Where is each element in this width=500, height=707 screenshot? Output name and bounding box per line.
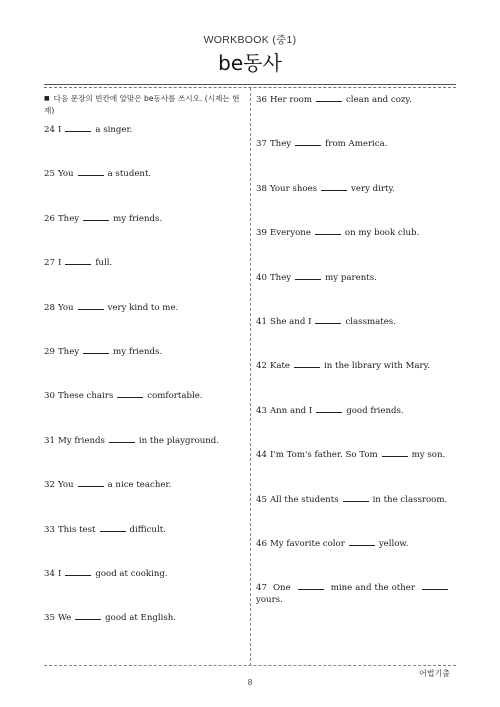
question-text-before: They — [57, 213, 80, 224]
answer-blank[interactable] — [109, 434, 135, 443]
question-text-before: I — [57, 568, 62, 579]
question-item — [256, 93, 452, 137]
question-text-before: Everyone — [269, 228, 311, 239]
answer-blank[interactable] — [315, 226, 341, 235]
question-text-after: good friends. — [346, 405, 404, 416]
answer-blank[interactable] — [298, 581, 324, 590]
question-item — [256, 537, 452, 581]
right-column — [256, 93, 452, 626]
answer-blank[interactable] — [78, 478, 104, 487]
question-item — [44, 345, 240, 389]
question-text-after: a singer. — [95, 125, 133, 135]
answer-blank[interactable] — [75, 611, 101, 620]
question-number: 46 — [256, 538, 267, 549]
question-text-after: my friends. — [113, 213, 163, 224]
question-text-before: All the students — [269, 494, 339, 505]
question-item — [256, 315, 452, 359]
question-number: 41 — [256, 316, 267, 327]
question-number: 28 — [44, 302, 55, 313]
question-text-after: classmates. — [345, 316, 396, 327]
answer-blank[interactable] — [422, 581, 448, 590]
question-text-before: Her room — [269, 95, 312, 105]
question-number: 24 — [44, 125, 55, 135]
answer-blank[interactable] — [349, 537, 375, 546]
question-number: 31 — [44, 435, 55, 446]
question-47-text — [256, 581, 452, 606]
question-item — [256, 182, 452, 226]
left-question-list — [44, 123, 240, 656]
question-number: 34 — [44, 568, 55, 579]
question-text-before: Kate — [269, 361, 291, 372]
question-item — [44, 478, 240, 522]
answer-blank[interactable] — [294, 359, 320, 368]
question-number: 43 — [256, 405, 267, 416]
question-item — [44, 123, 240, 167]
question-text-after: in the playground. — [138, 435, 220, 446]
question-item — [44, 389, 240, 433]
question-text-after: a student. — [107, 169, 152, 180]
question-number: 26 — [44, 213, 55, 224]
question-item — [44, 256, 240, 300]
question-text-after: in the classroom. — [372, 494, 448, 505]
page-title: be동사 — [218, 51, 282, 75]
question-text-before: You — [57, 302, 74, 313]
question-text-before: Ann and I — [269, 405, 313, 416]
question-text-after: yellow. — [378, 538, 409, 549]
answer-blank[interactable] — [65, 123, 91, 132]
question-text-after: comfortable. — [147, 391, 203, 402]
question-text-after: my friends. — [113, 346, 163, 357]
question-text-before: Your shoes — [269, 183, 318, 194]
question-number: 25 — [44, 169, 55, 180]
bottom-rule — [44, 665, 456, 666]
answer-blank[interactable] — [78, 167, 104, 176]
question-item — [44, 301, 240, 345]
question-number: 47 — [256, 583, 267, 594]
square-bullet-icon: ■ — [44, 95, 50, 102]
page-number: 8 — [247, 678, 253, 687]
instruction-text: 다음 문장의 빈칸에 알맞은 be동사를 쓰시오. (시제는 현재) — [44, 94, 240, 115]
question-number: 38 — [256, 183, 267, 194]
answer-blank[interactable] — [382, 448, 408, 457]
question-item — [44, 167, 240, 211]
question-number: 42 — [256, 361, 267, 372]
question-item — [256, 137, 452, 181]
answer-blank[interactable] — [65, 256, 91, 265]
question-text-before: These chairs — [57, 391, 114, 402]
answer-blank[interactable] — [117, 389, 143, 398]
question-number: 35 — [44, 613, 55, 624]
question-text-b: mine and the other — [330, 583, 415, 594]
answer-blank[interactable] — [295, 271, 321, 280]
question-text-after: full. — [95, 258, 113, 269]
question-text-a: One — [272, 583, 291, 594]
question-text-after: in the library with Mary. — [324, 361, 431, 372]
question-text-before: She and I — [269, 316, 312, 327]
question-text-after: very dirty. — [351, 183, 395, 194]
question-text-after: good at cooking. — [95, 568, 168, 579]
answer-blank[interactable] — [83, 345, 109, 354]
question-text-after: on my book club. — [344, 228, 420, 239]
question-text-after: from America. — [325, 139, 388, 150]
question-text-after: difficult. — [129, 524, 166, 535]
question-text-before: My friends — [57, 435, 105, 446]
question-item — [256, 359, 452, 403]
question-item — [44, 434, 240, 478]
question-number: 29 — [44, 346, 55, 357]
question-number: 37 — [256, 139, 267, 150]
answer-blank[interactable] — [315, 315, 341, 324]
question-number: 27 — [44, 258, 55, 269]
instruction — [44, 93, 240, 117]
question-text-before: They — [269, 139, 292, 150]
answer-blank[interactable] — [295, 137, 321, 146]
question-47 — [256, 581, 452, 625]
question-item — [256, 493, 452, 537]
question-item — [256, 271, 452, 315]
answer-blank[interactable] — [83, 212, 109, 221]
question-text-before: You — [57, 169, 74, 180]
question-item — [44, 611, 240, 655]
question-item — [256, 226, 452, 270]
answer-blank[interactable] — [321, 182, 347, 191]
footer-label: 어법기출 — [419, 669, 450, 678]
question-text-before: My favorite color — [269, 538, 345, 549]
question-item — [256, 448, 452, 492]
question-item — [256, 404, 452, 448]
question-number: 36 — [256, 95, 267, 105]
answer-blank[interactable] — [316, 404, 342, 413]
question-text-c: yours. — [256, 595, 283, 606]
workbook-subtitle: WORKBOOK (중1) — [203, 34, 297, 46]
question-number: 44 — [256, 450, 267, 461]
question-item — [44, 212, 240, 256]
question-text-before: I'm Tom's father. So Tom — [269, 450, 378, 461]
question-item — [44, 523, 240, 567]
question-text-after: my son. — [411, 450, 446, 461]
question-text-before: We — [57, 613, 72, 624]
question-item — [44, 567, 240, 611]
question-text-before: I — [57, 125, 62, 135]
question-number: 39 — [256, 228, 267, 239]
question-text-before: They — [269, 272, 292, 283]
question-text-after: good at English. — [105, 613, 177, 624]
question-text-before: I — [57, 258, 62, 269]
question-text-before: You — [57, 480, 74, 491]
right-question-list — [256, 93, 452, 581]
question-number: 45 — [256, 494, 267, 505]
answer-blank[interactable] — [316, 93, 342, 102]
answer-blank[interactable] — [343, 493, 369, 502]
question-text-after: my parents. — [325, 272, 377, 283]
left-column — [44, 93, 240, 656]
question-number: 33 — [44, 524, 55, 535]
question-text-after: a nice teacher. — [107, 480, 172, 491]
answer-blank[interactable] — [65, 567, 91, 576]
question-text-after: very kind to me. — [107, 302, 179, 313]
answer-blank[interactable] — [100, 523, 126, 532]
answer-blank[interactable] — [78, 301, 104, 310]
column-divider — [250, 88, 251, 666]
question-text-before: They — [57, 346, 80, 357]
question-text-after: clean and cozy. — [345, 95, 412, 105]
question-text-before: This test — [57, 524, 96, 535]
question-number: 30 — [44, 391, 55, 402]
question-number: 32 — [44, 480, 55, 491]
question-number: 40 — [256, 272, 267, 283]
